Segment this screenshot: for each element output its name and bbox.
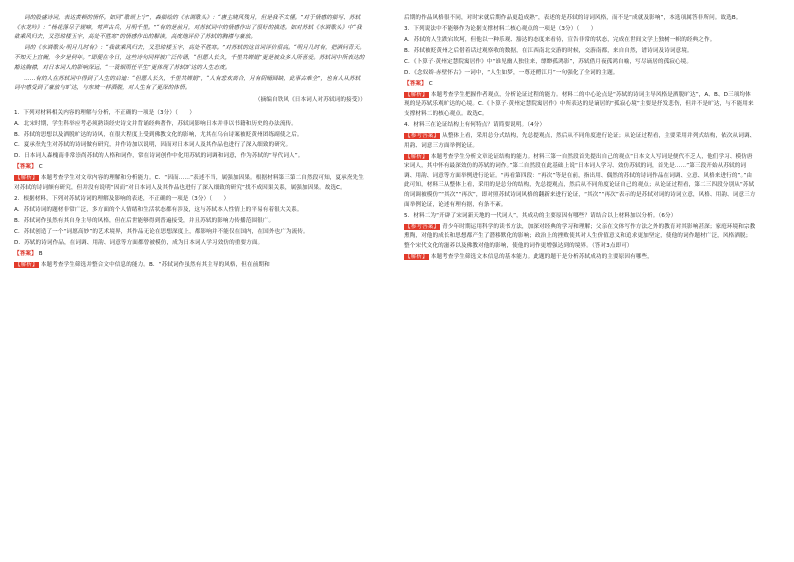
reference-answer-label: 【参考答案】: [405, 133, 440, 140]
question-3: [404, 25, 756, 120]
question-5: [404, 212, 756, 263]
passage-paragraph: ……有的人在苏轼词中得到了人生的启迪：“但愿人长久，千里共婵娟”，“人有悲欢离合，月有阴晴圆缺，此事古难全”，也有人从苏轼词中感受到了豪放与旷达，与东坡一样洒脱，对人生有了更深的体悟。: [14, 75, 361, 92]
option-b: B．苏轼词作虽然有其自身主导的风格，但在后世能够得到普遍接受，并且苏轼的影响力传播范围很广。: [14, 217, 275, 224]
analysis-line: [14, 261, 366, 271]
answer-line: [404, 80, 756, 90]
question-stem: 1．下列对材料相关内容的理解与分析，不正确的一项是（3分）（ ）: [14, 109, 196, 116]
analysis-label: 【解析】: [405, 153, 428, 160]
option-a: A．苏轼的人生跌宕坎坷，但他以一种乐观、豁达的态度来看待，宣告非常的状态，完成在世间文学上独树一帜的经典之作。: [404, 36, 716, 43]
analysis-label: 【解析】: [15, 261, 38, 268]
option-d: D．日本词人森槐南非常崇尚苏轼的人格和词作，常在诗词创作中化用苏轼的词调和词意，作为苏轼的“导代词人”。: [14, 153, 304, 160]
answer-value: C: [428, 80, 433, 87]
option-d: D．苏轼的诗词作品，在词调、用韵、词意等方面都曾被模仿，成为日本词人学习效仿的重要方面。: [14, 239, 264, 246]
reference-answer-text: 从整体上看，采用总分式结构，先总提观点，然后从不同角度进行论证；从论证过程看，主要采用并列式结构，依次从词调、用韵、词意三方面举例论证。: [404, 133, 756, 149]
question-stem: 5．材料二为“开辟了宋词新天地的一代词人”，其成功的主要原因有哪些？请结合以上材料加以分析。（6分）: [404, 212, 677, 219]
right-column: [404, 14, 756, 264]
answer-line: [14, 250, 366, 260]
passage-paragraph: 词的《水调歌头·明月几时有》：“我欲乘风归去，又恐琼楼玉宇，高处不胜寒。”对苏轼的这首词评价很高。“明月几时有，把酒问青天。不知天上宫阙，今夕是何年。”即便在今日，这些诗句同样被广泛传诵，“但愿人长久，千里共婵娟”更是被众多人所喜爱。苏轼词中所表达的豁达胸襟，对日本词人的影响深远，“一蓑烟雨任平生”更体现了苏轼旷达的人生态度。: [14, 45, 365, 71]
answer-value: B: [38, 250, 43, 257]
analysis-line: [404, 91, 756, 120]
reference-answer-line: [404, 223, 756, 252]
question-1: [14, 109, 366, 194]
question-stem: 4．材料三在论证结构上有何特点？请简要说明。（4分）: [404, 122, 546, 129]
option-c: C．苏轼创造了一个“词愿高妙”的艺术境界，其作品无论在思想深度上，都影响并不能仅在国内，在国外也广为流传。: [14, 228, 309, 235]
analysis-line: [14, 174, 366, 193]
reference-answer-label: 【参考答案】: [405, 223, 440, 230]
analysis-text: 本题考查学生分析文章论证结构的能力。材料三第一自然段首先提出自己的观点“日本文人写词是便代不乏人，他们学习、模仿唐宋词人，其中怀有最深效仿的苏轼的词作。”第二自然段在此基础上说“日本词人学习、效仿苏轼的词，首先是……”第三段开始从苏轼的词调、用韵、词意等方面举例进行论证。“再看第四段：“再次”等是在前，指出用、偶然的苏轼的诗词作品在词调、立意、风格来进行的”。”由此可知，材料三从整体上看，采用的是总分的结构，先总提观点，然后从不同角度论证自己的观点；从论证过程看，第二三四段分别从“苏轼的词调被模仿”“其次”“再次”，即对照苏轼诗词风格的翻新来进行论证，“其次”“再次”表示的是苏轼对词的诗词立意，风格、用韵、词意三方面举例论证，论述有理有据，有条不紊。: [404, 153, 756, 208]
question-2: [14, 195, 366, 271]
answer-label: 【答案】: [404, 80, 427, 87]
continued-analysis: 后期的作品风格很不同，对时宋就后期作品更趋成熟”，表述的是苏轼的诗词风格，而不是“成就及影响”，本选项属答非所问。故选B。: [404, 15, 742, 21]
reference-answer-text: 青少年时期运用科学的读书方法，加深对经典的学习和理解；父亲在文体写作方法之外的教育对其影响甚深；家庭环境和宗教熏陶，对他的成长和思想都产生了潜移默化的影响；政治上的挫败使其对人生价值意义和追求更加坚定，使他的词作题材广泛，风格洒脱；整个宋代文化的滋养以及佛教对他的影响，使他的词作更增强达到的境界。（答对3点即可）: [404, 223, 756, 249]
source-citation: （摘编自铁风《日本词人对苏轼词的接受》）: [254, 96, 366, 103]
analysis-text: 本题考查学生对文章内容的理解和分析能力。C．“因而……”表述不当，属强加因果。根据材料第三第二自然段可知，夏承焘先生对苏轼的诗词颇有研究，但并没有说明“因而”对日本词人及其作品也进行了深入细致的研究”找不成因果关系，属强加因果。故选C。: [14, 175, 364, 192]
analysis-text: 本题考查学生筛选并整合文中信息的能力。B．“苏轼词作虽然有其主导的风格，但在前期和: [40, 261, 270, 268]
question-4: [404, 121, 756, 210]
option-c: C．《卜算子·黄州定慧院寓居作》中“谁见幽人独往来，缥缈孤鸿影”，苏轼借月夜孤鸿自喻，写尽谪居的孤寂心境。: [404, 58, 693, 65]
answer-value: C: [38, 164, 43, 171]
analysis-text: 本题考查学生筛选文本信息的基本能力。此题的题干是分析苏轼成功的主要原因有哪些，: [430, 253, 653, 260]
analysis-label: 【解析】: [15, 175, 38, 182]
passage: [14, 14, 366, 94]
option-b: B．苏轼的思想以及洒脱旷达的诗风，在很大程度上受到佛教文化的影响，尤其在乌台诗案被贬黄州团练副使之后。: [14, 131, 303, 138]
answer-line: [14, 163, 366, 173]
left-column: [14, 14, 366, 272]
analysis-text: 本题考查学生把握作者观点，分析论证过程的能力。材料二的中心论点是“苏轼的诗词主导风格是洒脱旷达”，A、B、D三项均体现的是苏轼乐观旷达的心境。C.《卜算子·黄州定慧院寓居作》中所表达的是谪居的“孤寂心境”主要是抒发悲伤，但并不是旷达，与不能用来支撑材料二的核心观点。故选C。: [404, 91, 754, 118]
analysis-label: 【解析】: [405, 253, 428, 260]
option-d: D．《念奴娇·赤壁怀古》一词中，“人生如梦，一尊还酹江月”一句强化了全词的主题。: [404, 69, 619, 76]
question-stem: 3．下列说法中不能够作为论据支撑材料二核心观点的一项是（3分）（ ）: [404, 25, 597, 32]
analysis-line: [404, 153, 756, 211]
analysis-line: [404, 253, 756, 263]
passage-paragraph: 词的股盛诗词，表达黄顿的情怀。如同“歌颂上宁”，森描绘的《水调歌头》：“唐主晓风残月，但是我不太懂。”对于情感的描写、苏轼《水龙吟》：“杨花落尽子规啼，莺声古兵，月明千里。”“有的是前月，对苏轼词中的情感作出了很好的描述。如对苏轼《水调歌头》中“我欲乘风归去，又恐琼楼玉宇，高处不胜寒”的情感作出的解读，高度地评价了苏轼的胸襟与豪放。: [14, 15, 362, 41]
answer-label: 【答案】: [14, 250, 37, 257]
reference-answer-line: [404, 132, 756, 151]
option-c: C．夏承焘先生对苏轼的诗词做有研究，并作诗加以说明，因而对日本词人及其作品也进行了深入细致的研究。: [14, 142, 292, 149]
option-a: A．北宋时期，学生科举应考必须熟读经史诗文并背诵经典著作，苏轼词影响日本并非以书籍和历史的办法流传。: [14, 120, 297, 127]
analysis-label: 【解析】: [405, 91, 428, 98]
option-b: B．苏轼被贬黄州之后借着话过观察收的数据，在江西南北交游的时候，交游南都，来自自然，谱诗词及诗词意境。: [404, 47, 693, 54]
question-stem: 2．根据材料，下列对苏轼诗词的理解及影响的表述，不正确的一项是（3分）（ ）: [14, 196, 230, 203]
option-a: A．苏轼诗词的题材非常广泛，多方面的个人情绪和生活状态都有涉及，这与苏轼本人性情上的平易有着很大关系。: [14, 207, 303, 213]
answer-label: 【答案】: [14, 164, 37, 171]
